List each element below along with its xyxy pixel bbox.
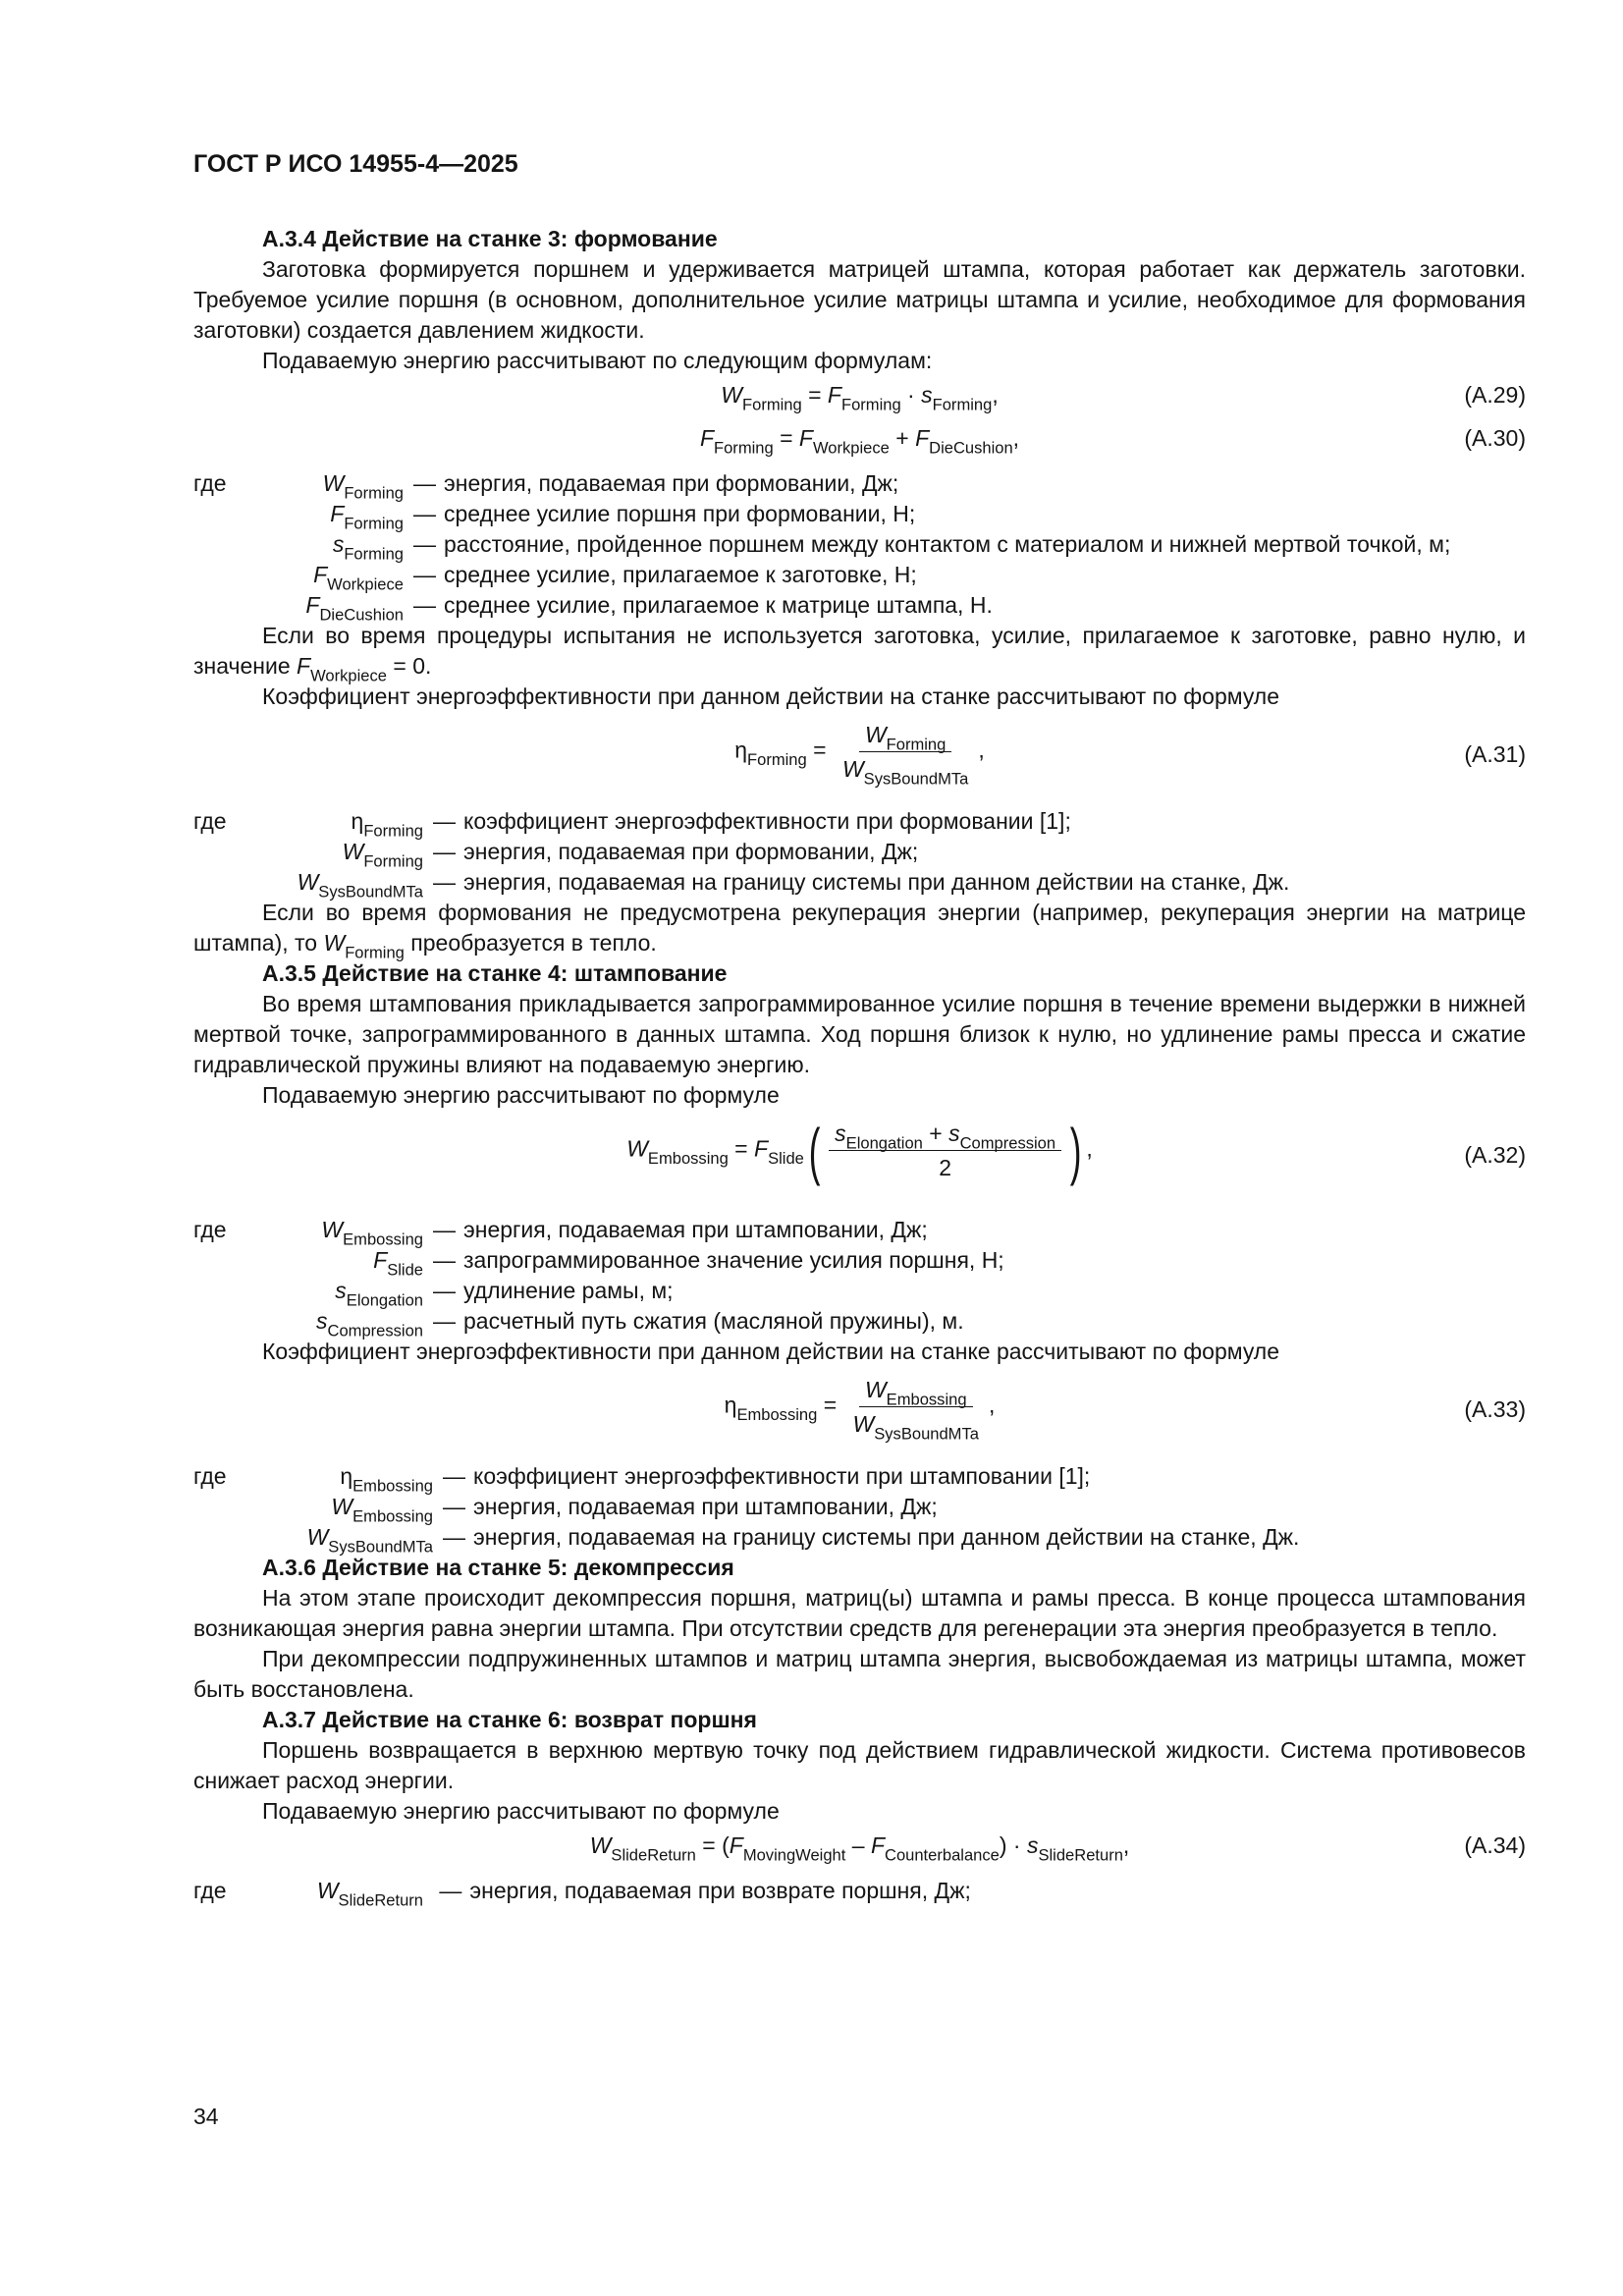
definition: энергия, подаваемая при штамповании, Дж; bbox=[473, 1494, 938, 1519]
page-number: 34 bbox=[193, 2104, 219, 2129]
paragraph: На этом этапе происходит декомпрессия поршня, матриц(ы) штампа и рамы пресса. В конце процесса штампования возникающая энергия равна энергии штампа. При отсутствии средств для регенерации эта энергия преобразуется в тепло. bbox=[193, 1585, 1526, 1641]
where-row: $F_{Slide}$ — запрограммированное значение усилия поршня, Н; bbox=[246, 1245, 1004, 1276]
symbol: $W_{Forming}$ bbox=[342, 839, 423, 871]
symbol: $s_{Forming}$ bbox=[332, 531, 404, 564]
symbol: $s_{Compression}$ bbox=[316, 1308, 423, 1340]
paragraph: Если во время процедуры испытания не используется заготовка, усилие, прилагаемое к заготовке, равно нулю, и значение $F_{Workpiece} = 0$. bbox=[193, 623, 1526, 685]
equation-a30 bbox=[193, 419, 1526, 463]
paragraph: Коэффициент энергоэффективности при данном действии на станке рассчитывают по формуле bbox=[262, 683, 1280, 709]
where-row: $W_{Embossing}$ — энергия, подаваемая при штамповании, Дж; bbox=[246, 1492, 1299, 1522]
formula: $W_{SlideReturn} = (F_{MovingWeight} - F_{Counterbalance}) \cdot s_{SlideReturn}$, bbox=[589, 1832, 1130, 1865]
where-list bbox=[193, 1461, 1526, 1557]
formula: $W_{Embossing} = F_{Slide}$( $\frac{s_{Elongation} + s_{Compression}}{2}$ ) , bbox=[626, 1115, 1093, 1186]
page-content bbox=[193, 224, 1526, 1910]
where-row: $\eta_{Forming}$ — коэффициент энергоэффективности при формовании [1]; bbox=[246, 806, 1289, 837]
paragraph: Коэффициент энергоэффективности при данном действии на станке рассчитывают по формуле bbox=[262, 1339, 1280, 1364]
formula: $W_{Forming} = F_{Forming} \cdot s_{Forming}$, bbox=[721, 382, 999, 414]
symbol: $W_{Embossing}$ bbox=[331, 1494, 433, 1526]
equation-a34 bbox=[193, 1827, 1526, 1870]
where-row: $F_{Workpiece}$ — среднее усилие, прилагаемое к заготовке, Н; bbox=[246, 560, 1450, 590]
paragraph: При декомпрессии подпружиненных штампов и матриц штампа энергия, высвобождаемая из матрицы штампа, может быть восстановлена. bbox=[193, 1646, 1526, 1702]
section-heading-a35: А.3.5 Действие на станке 4: штампование bbox=[262, 960, 728, 986]
paragraph: Поршень возвращается в верхнюю мертвую точку под действием гидравлической жидкости. Система противовесов снижает расход энергии. bbox=[193, 1737, 1526, 1793]
symbol: $W_{Embossing}$ bbox=[321, 1217, 423, 1249]
section-heading-a36: А.3.6 Действие на станке 5: декомпрессия bbox=[262, 1555, 734, 1580]
definition: энергия, подаваемая при формовании, Дж; bbox=[444, 470, 899, 496]
definition: расчетный путь сжатия (масляной пружины), м. bbox=[463, 1308, 964, 1334]
where-row: $\eta_{Embossing}$ — коэффициент энергоэффективности при штамповании [1]; bbox=[246, 1461, 1299, 1492]
symbol: $W_{SysBoundMTa}$ bbox=[306, 1524, 433, 1557]
symbol: $F_{Forming}$ bbox=[330, 501, 404, 533]
definition: коэффициент энергоэффективности при формовании [1]; bbox=[463, 808, 1071, 834]
where-row: $W_{SysBoundMTa}$ — энергия, подаваемая на границу системы при данном действии на станке, Дж. bbox=[246, 1522, 1299, 1553]
section-heading-a37: А.3.7 Действие на станке 6: возврат поршня bbox=[262, 1707, 757, 1732]
definition: энергия, подаваемая при возврате поршня, Дж; bbox=[469, 1878, 971, 1903]
definition: среднее усилие, прилагаемое к матрице штампа, Н. bbox=[444, 592, 993, 618]
equation-number: (А.33) bbox=[1464, 1396, 1526, 1422]
equation-number: (А.32) bbox=[1464, 1142, 1526, 1168]
definition: запрограммированное значение усилия поршня, Н; bbox=[463, 1247, 1004, 1273]
where-row: $s_{Elongation}$ — удлинение рамы, м; bbox=[246, 1276, 1004, 1306]
equation-a29 bbox=[193, 376, 1526, 419]
formula: $\eta_{Forming}$ = $\frac{W_{Forming}}{W_{SysBoundMTa}}$ , bbox=[734, 722, 985, 789]
where-row: $F_{Forming}$ — среднее усилие поршня при формовании, Н; bbox=[246, 499, 1450, 529]
equation-a33 bbox=[193, 1367, 1526, 1455]
symbol: $F_{Workpiece}$ bbox=[313, 562, 404, 594]
symbol: $W_{Forming}$ bbox=[322, 470, 404, 503]
where-row: $W_{SlideReturn}$ — энергия, подаваемая при возврате поршня, Дж; bbox=[246, 1876, 971, 1906]
where-list bbox=[193, 1215, 1526, 1340]
where-row: $s_{Compression}$ — расчетный путь сжатия (масляной пружины), м. bbox=[246, 1306, 1004, 1337]
paragraph: Во время штампования прикладывается запрограммированное усилие поршня в течение времени выдержки в нижней мертвой точке, запрограммированного в данных штампа. Ход поршня близок к нулю, но удлинение рамы пресса и сжатие гидравлической пружины влияют на подаваемую энергию. bbox=[193, 991, 1526, 1077]
paragraph: Если во время формования не предусмотрена рекуперация энергии (например, рекуперация энергии на матрице штампа), то $W_{Forming}$ преобразуется в тепло. bbox=[193, 900, 1526, 962]
where-row: $W_{Forming}$ — энергия, подаваемая при формовании, Дж; bbox=[246, 468, 1450, 499]
equation-a31 bbox=[193, 712, 1526, 800]
formula: $\eta_{Embossing}$ = $\frac{W_{Embossing}}{W_{SysBoundMTa}}$ , bbox=[724, 1377, 996, 1444]
where-row: $W_{Forming}$ — энергия, подаваемая при формовании, Дж; bbox=[246, 837, 1289, 867]
symbol: $W_{SlideReturn}$ bbox=[316, 1878, 423, 1910]
equation-number: (А.29) bbox=[1464, 382, 1526, 408]
paragraph: Заготовка формируется поршнем и удерживается матрицей штампа, которая работает как держатель заготовки. Требуемое усилие поршня (в основном, дополнительное усилие матрицы штампа и усилие, необходимое для формования заготовки) создается давлением жидкости. bbox=[193, 256, 1526, 343]
where-row: $W_{Embossing}$ — энергия, подаваемая при штамповании, Дж; bbox=[246, 1215, 1004, 1245]
definition: энергия, подаваемая при штамповании, Дж; bbox=[463, 1217, 928, 1242]
symbol: $F_{DieCushion}$ bbox=[305, 592, 404, 625]
symbol: $W_{SysBoundMTa}$ bbox=[297, 869, 423, 902]
where-row: $s_{Forming}$ — расстояние, пройденное поршнем между контактом с материалом и нижней мертвой точкой, м; bbox=[246, 529, 1450, 560]
where-label: где bbox=[193, 470, 227, 496]
where-row: $F_{DieCushion}$ — среднее усилие, прилагаемое к матрице штампа, Н. bbox=[246, 590, 1450, 621]
where-list bbox=[193, 468, 1526, 625]
formula: $F_{Forming} = F_{Workpiece} + F_{DieCushion}$, bbox=[699, 425, 1020, 458]
equation-number: (А.30) bbox=[1464, 425, 1526, 451]
where-label: где bbox=[193, 1463, 227, 1489]
equation-number: (А.31) bbox=[1464, 741, 1526, 767]
definition: энергия, подаваемая на границу системы при данном действии на станке, Дж. bbox=[463, 869, 1290, 895]
equation-a32 bbox=[193, 1111, 1526, 1209]
definition: расстояние, пройденное поршнем между контактом с материалом и нижней мертвой точкой, м; bbox=[444, 531, 1451, 557]
symbol: $\eta_{Forming}$ bbox=[351, 808, 423, 841]
symbol: $s_{Elongation}$ bbox=[335, 1278, 423, 1310]
symbol: $F_{Slide}$ bbox=[373, 1247, 423, 1280]
definition: коэффициент энергоэффективности при штамповании [1]; bbox=[473, 1463, 1091, 1489]
symbol: $\eta_{Embossing}$ bbox=[340, 1463, 433, 1496]
paragraph: Подаваемую энергию рассчитывают по следующим формулам: bbox=[262, 348, 933, 373]
definition: энергия, подаваемая на границу системы при данном действии на станке, Дж. bbox=[473, 1524, 1300, 1550]
where-label: где bbox=[193, 1217, 227, 1242]
definition: среднее усилие, прилагаемое к заготовке, Н; bbox=[444, 562, 917, 587]
where-list bbox=[193, 806, 1526, 902]
definition: энергия, подаваемая при формовании, Дж; bbox=[463, 839, 919, 864]
section-heading-a34: А.3.4 Действие на станке 3: формование bbox=[262, 226, 718, 251]
where-label: где bbox=[193, 1878, 227, 1903]
paragraph: Подаваемую энергию рассчитывают по формуле bbox=[262, 1798, 780, 1824]
where-label: где bbox=[193, 808, 227, 834]
definition: удлинение рамы, м; bbox=[463, 1278, 674, 1303]
where-list bbox=[193, 1876, 1526, 1910]
document-header: ГОСТ Р ИСО 14955-4—2025 bbox=[193, 150, 518, 178]
paragraph: Подаваемую энергию рассчитывают по формуле bbox=[262, 1082, 780, 1108]
where-row: $W_{SysBoundMTa}$ — энергия, подаваемая на границу системы при данном действии на станке, Дж. bbox=[246, 867, 1289, 898]
definition: среднее усилие поршня при формовании, Н; bbox=[444, 501, 916, 526]
equation-number: (А.34) bbox=[1464, 1832, 1526, 1858]
